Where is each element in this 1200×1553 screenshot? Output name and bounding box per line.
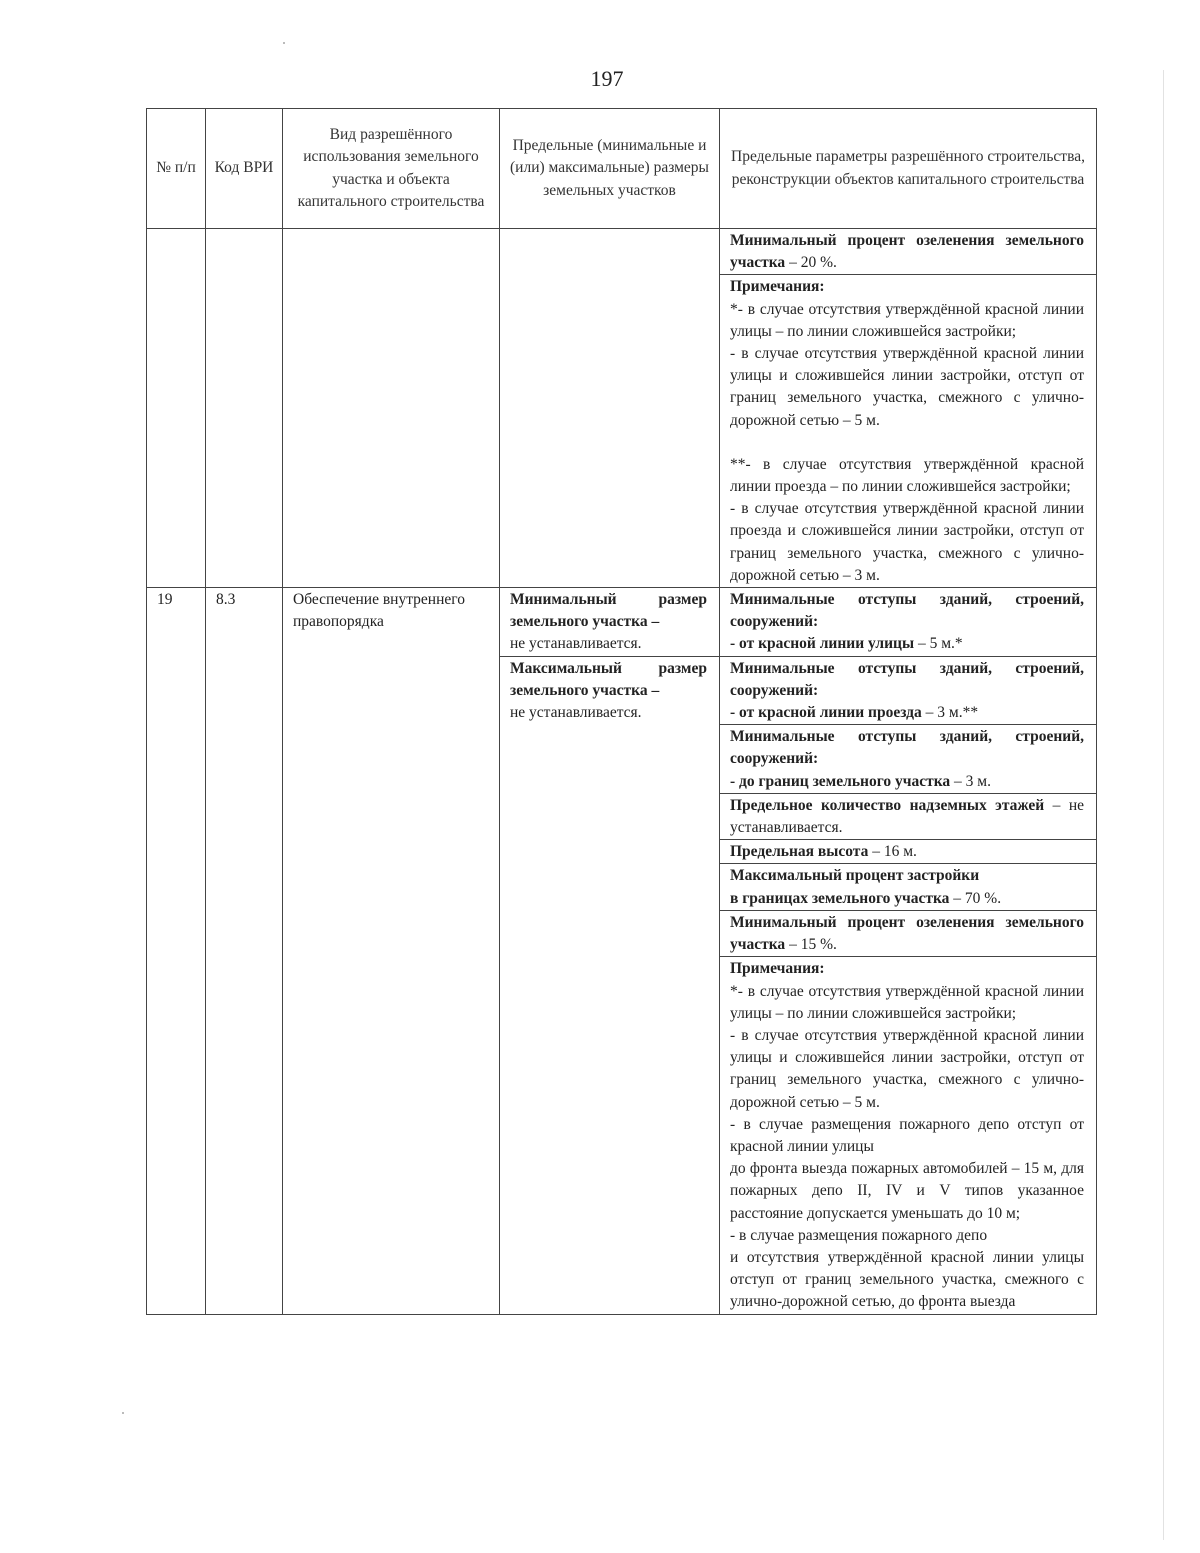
cell-setback-road: Минимальные отступы зданий, строений, сооружений: - от красной линии проезда – 3 м.** — [720, 656, 1097, 725]
cell-setback-border: Минимальные отступы зданий, строений, сооружений: - до границ земельного участка – 3 м. — [720, 725, 1097, 794]
cell-row19-max-size: Максимальный размер земельного участка – не устанавливается. — [500, 656, 720, 1314]
cell-row19-type: Обеспечение внутреннего правопорядка — [283, 588, 500, 1315]
regulations-table — [146, 108, 1097, 1315]
cell-row19-num: 19 — [147, 588, 206, 1315]
header-size: Предельные (минимальные и (или) максимальные) размеры земельных участков — [500, 109, 720, 229]
cell-row19-notes: Примечания: *- в случае отсутствия утверждённой красной линии улицы – по линии сложившейся застройки; - в случае отсутствия утверждённой красной линии улицы и сложившейся линии застройки, отступ от границ земельного участка, смежного с улично-дорожной сетью – 5 м. - в случае размещения пожарного депо отступ от красной линии улицы до фронта выезда пожарных автомобилей – 15 м, для пожарных депо II, IV и V типов указанное расстояние допускается уменьшать до 10 м; - в случае размещения пожарного депо и отсутствия утверждённой красной линии улицы отступ от границ земельного участка, смежного с улично-дорожной сетью, до фронта выезда — [720, 957, 1097, 1314]
cell-prev-notes: Примечания: *- в случае отсутствия утверждённой красной линии улицы – по линии сложившейся застройки; - в случае отсутствия утверждённой красной линии улицы и сложившейся линии застройки, отступ от границ земельного участка, смежного с улично-дорожной сетью – 5 м. **- в случае отсутствия утверждённой красной линии проезда – по линии сложившейся застройки; - в случае отсутствия утверждённой красной линии проезда и сложившейся линии застройки, отступ от границ земельного участка, смежного с улично-дорожной сетью – 3 м. — [720, 275, 1097, 588]
scan-speck — [122, 1412, 124, 1414]
scan-edge-mark — [1163, 70, 1164, 1540]
header-params: Предельные параметры разрешённого строительства, реконструкции объектов капитального строительства — [720, 109, 1097, 229]
table-header-row — [147, 109, 1097, 229]
cell-height: Предельная высота – 16 м. — [720, 840, 1097, 864]
header-num: № п/п — [147, 109, 206, 229]
cell-floors: Предельное количество надземных этажей – не устанавливается. — [720, 793, 1097, 839]
page-number: 197 — [590, 66, 624, 91]
cell-prev-code — [206, 229, 283, 588]
cell-prev-greening: Минимальный процент озеленения земельного участка – 20 %. — [720, 229, 1097, 275]
cell-prev-size — [500, 229, 720, 588]
cell-coverage: Максимальный процент застройки в границах земельного участка – 70 %. — [720, 864, 1097, 910]
table-row-prev-greening — [147, 229, 1097, 275]
header-code: Код ВРИ — [206, 109, 283, 229]
cell-prev-type — [283, 229, 500, 588]
header-type: Вид разрешённого использования земельного участка и объекта капитального строительства — [283, 109, 500, 229]
cell-greening: Минимальный процент озеленения земельного участка – 15 %. — [720, 910, 1097, 956]
cell-row19-code: 8.3 — [206, 588, 283, 1315]
cell-setback-street: Минимальные отступы зданий, строений, сооружений: - от красной линии улицы – 5 м.* — [720, 588, 1097, 657]
cell-prev-num — [147, 229, 206, 588]
scan-speck — [283, 42, 285, 44]
table-row-19-setback-street — [147, 588, 1097, 657]
cell-row19-min-size: Минимальный размер земельного участка – не устанавливается. — [500, 588, 720, 657]
